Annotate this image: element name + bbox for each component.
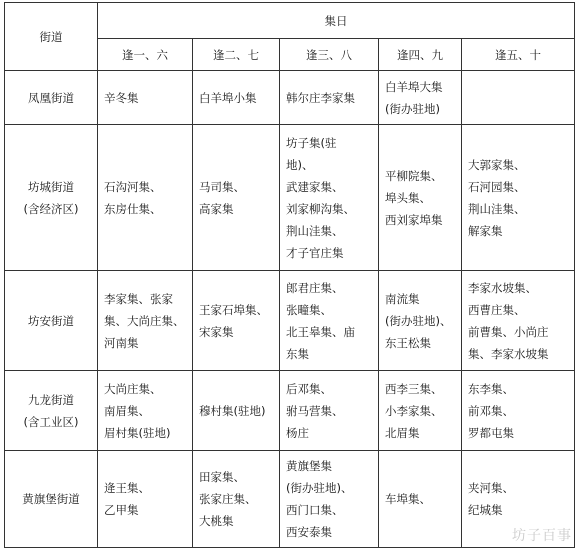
market-name: 西曹庄集、	[468, 302, 526, 317]
column-header: 逢一、六	[98, 39, 193, 71]
market-name: 埠头集、	[385, 190, 431, 205]
market-name: 才子官庄集	[286, 245, 344, 260]
market-name: 夹河集、	[468, 481, 514, 495]
market-name: 南流集	[385, 291, 420, 306]
market-schedule-table	[4, 2, 575, 548]
district-cell	[5, 71, 98, 125]
market-name: 李家水坡集、	[468, 280, 537, 295]
market-name: 张疃集、	[286, 302, 332, 317]
market-name: 大桃集	[199, 514, 234, 528]
market-name: 杨庄	[286, 425, 309, 440]
market-name: 平柳院集、	[385, 168, 443, 183]
district-name: 九龙街道	[28, 392, 74, 407]
district-cell	[5, 271, 98, 371]
market-name: 穆村集(驻地)	[199, 403, 266, 418]
market-cell	[379, 271, 462, 371]
market-cell	[193, 451, 280, 548]
district-name: 坊城街道	[28, 179, 74, 194]
market-cell	[462, 71, 575, 125]
market-cell	[280, 125, 379, 271]
market-name: 集、李家水坡集	[468, 346, 549, 361]
market-name: 宋家集	[199, 324, 234, 339]
market-cell	[379, 451, 462, 548]
market-cell	[98, 125, 193, 271]
table-row	[5, 271, 575, 371]
market-cell	[379, 125, 462, 271]
market-name: 西刘家埠集	[385, 212, 443, 227]
market-cell	[98, 451, 193, 548]
column-header: 逢四、九	[379, 39, 462, 71]
market-name: 黄旗堡集	[286, 459, 332, 473]
market-name: (街办驻地)	[385, 101, 440, 116]
market-name: 东李集、	[468, 381, 514, 396]
market-cell	[280, 271, 379, 371]
district-cell	[5, 371, 98, 451]
market-name: 东集	[286, 346, 309, 361]
market-name: 河南集	[104, 335, 139, 350]
market-name: 解家集	[468, 223, 503, 238]
market-name: 辛冬集	[104, 90, 139, 105]
market-name: 白羊埠小集	[199, 90, 257, 105]
district-name: 坊安街道	[28, 313, 74, 328]
market-name: (街办驻地)、	[385, 313, 452, 328]
market-cell	[462, 125, 575, 271]
column-header: 逢三、八	[280, 39, 379, 71]
market-name: 小李家集、	[385, 403, 443, 418]
market-cell	[98, 271, 193, 371]
district-name: 凤凰街道	[28, 90, 74, 105]
market-cell	[379, 371, 462, 451]
market-name: 北眉集	[385, 425, 420, 440]
market-name: 郎君庄集、	[286, 280, 344, 295]
market-cell	[98, 371, 193, 451]
market-cell	[280, 371, 379, 451]
market-cell	[193, 71, 280, 125]
market-cell	[98, 71, 193, 125]
table-row	[5, 71, 575, 125]
market-cell	[462, 371, 575, 451]
market-name: 西李三集、	[385, 381, 443, 396]
market-name: 南眉集、	[104, 403, 150, 418]
market-name: 西门口集、	[286, 503, 344, 517]
district-cell	[5, 125, 98, 271]
corner-header: 街道	[5, 3, 98, 71]
market-name: 大郭家集、	[468, 157, 526, 172]
market-name: 逄王集、	[104, 481, 150, 495]
market-name: 荆山洼集、	[468, 201, 526, 216]
market-cell	[193, 271, 280, 371]
market-name: 白羊埠大集	[385, 79, 443, 94]
market-name: 北王皋集、庙	[286, 324, 355, 339]
group-header: 集日	[98, 3, 575, 39]
watermark: 坊子百事	[512, 528, 572, 544]
market-name: 坊子集(驻	[286, 135, 337, 150]
market-name: 马司集、	[199, 179, 245, 194]
market-name: 眉村集(驻地)	[104, 425, 171, 440]
market-name: 罗都屯集	[468, 425, 514, 440]
table-row	[5, 125, 575, 271]
market-cell	[280, 71, 379, 125]
district-name: (含工业区)	[23, 414, 79, 429]
market-name: 前邓集、	[468, 403, 514, 418]
market-name: 纪城集	[468, 503, 503, 517]
table-row	[5, 371, 575, 451]
header-row-top	[5, 3, 575, 39]
district-name: 黄旗堡街道	[22, 492, 80, 506]
market-name: 田家集、	[199, 470, 245, 484]
market-name: 大尚庄集、	[104, 381, 162, 396]
market-cell	[280, 451, 379, 548]
market-name: 刘家柳沟集、	[286, 201, 355, 216]
market-name: 张家庄集、	[199, 492, 257, 506]
market-name: 东王松集	[385, 335, 431, 350]
market-name: 石河园集、	[468, 179, 526, 194]
market-name: (街办驻地)、	[286, 481, 353, 495]
market-name: 东房仕集、	[104, 201, 162, 216]
market-name: 荆山洼集、	[286, 223, 344, 238]
market-cell	[193, 125, 280, 271]
market-name: 乙甲集	[104, 503, 139, 517]
market-cell	[193, 371, 280, 451]
market-cell	[379, 71, 462, 125]
market-cell	[462, 271, 575, 371]
market-name: 西安泰集	[286, 525, 332, 539]
market-name: 集、大尚庄集、	[104, 313, 185, 328]
market-name: 李家集、张家	[104, 291, 173, 306]
market-name: 王家石埠集、	[199, 302, 268, 317]
market-name: 高家集	[199, 201, 234, 216]
column-header: 逢二、七	[193, 39, 280, 71]
market-schedule-table-container	[4, 2, 574, 547]
table-row	[5, 451, 575, 548]
market-name: 后邓集、	[286, 381, 332, 396]
market-name: 武建家集、	[286, 179, 344, 194]
market-name: 驸马营集、	[286, 403, 344, 418]
market-name: 车埠集、	[385, 492, 431, 506]
market-name: 石沟河集、	[104, 179, 162, 194]
market-name: 地)、	[286, 157, 314, 172]
column-header: 逢五、十	[462, 39, 575, 71]
district-name: (含经济区)	[23, 201, 79, 216]
district-cell	[5, 451, 98, 548]
market-name: 韩尔庄李家集	[286, 90, 355, 105]
market-name: 前曹集、小尚庄	[468, 324, 549, 339]
